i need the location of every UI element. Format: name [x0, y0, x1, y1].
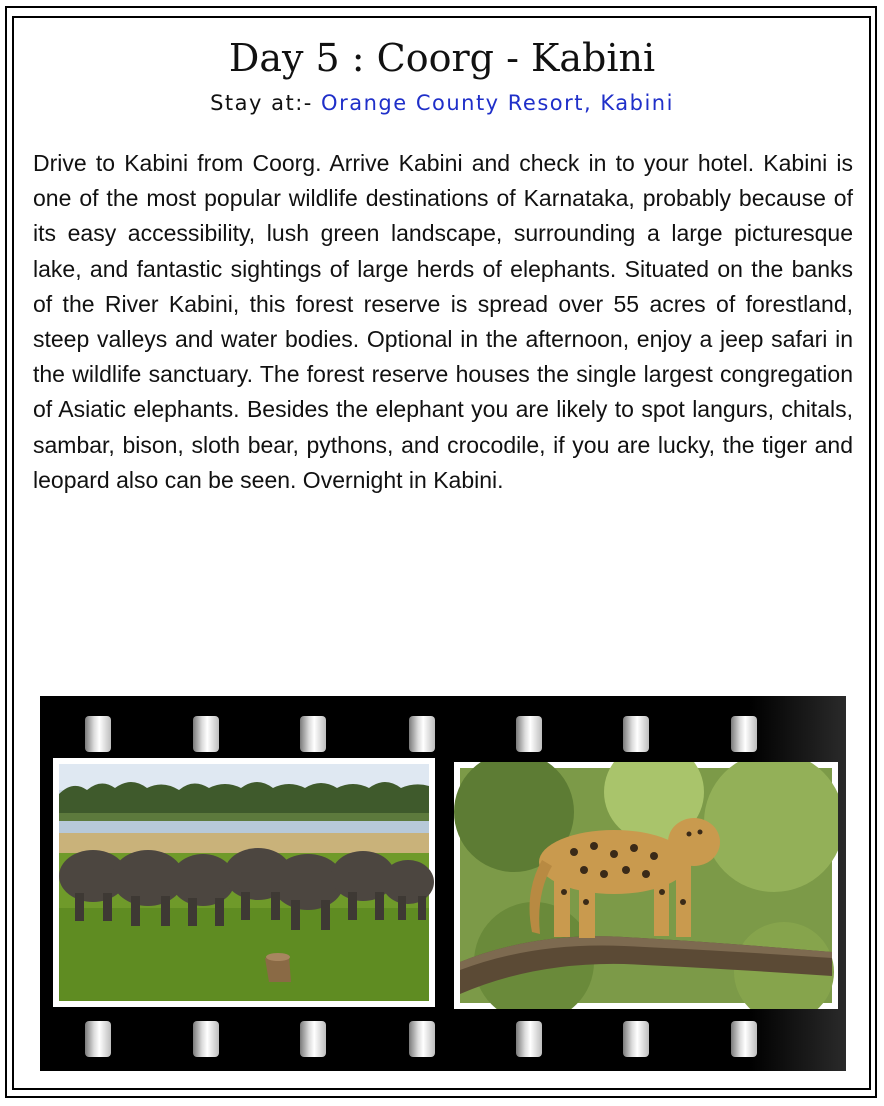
sprocket-hole: [409, 716, 435, 752]
sprocket-hole: [731, 716, 757, 752]
leopard-on-branch-photo: [454, 762, 838, 1009]
sprocket-hole: [85, 1021, 111, 1057]
leopard-image: [454, 762, 838, 1009]
page-title: Day 5 : Coorg - Kabini: [228, 36, 656, 80]
sprocket-hole: [623, 1021, 649, 1057]
sprocket-hole: [731, 1021, 757, 1057]
sprocket-hole: [193, 1021, 219, 1057]
sprocket-hole: [409, 1021, 435, 1057]
stay-line: [0, 91, 884, 115]
elephant-herd-photo: [53, 758, 435, 1007]
day-description: Drive to Kabini from Coorg. Arrive Kabini and check in to your hotel. Kabini is one of the most popular wildlife destinations of Karnataka, probably because of its easy accessibility, lush green landscape, surrounding a large picturesque lake, and fantastic sightings of large herds of elephants. Situated on the banks of the River Kabini, this forest reserve is spread over 55 acres of forestland, steep valleys and water bodies. Optional in the afternoon, enjoy a jeep safari in the wildlife sanctuary. The forest reserve houses the single largest congregation of Asiatic elephants. Besides the elephant you are likely to spot langurs, chitals, sambar, bison, sloth bear, pythons, and crocodile, if you are lucky, the tiger and leopard also can be seen. Overnight in Kabini.: [33, 150, 853, 493]
sprocket-hole: [300, 716, 326, 752]
stay-label: Stay at:-: [210, 91, 313, 115]
sprocket-hole: [300, 1021, 326, 1057]
sprocket-hole: [516, 1021, 542, 1057]
hotel-name: Orange County Resort, Kabini: [321, 91, 674, 115]
sprocket-hole: [623, 716, 649, 752]
sprocket-hole: [193, 716, 219, 752]
sprocket-hole: [85, 716, 111, 752]
film-strip: [40, 696, 846, 1071]
elephant-herd-image: [53, 758, 435, 1007]
sprocket-hole: [516, 716, 542, 752]
